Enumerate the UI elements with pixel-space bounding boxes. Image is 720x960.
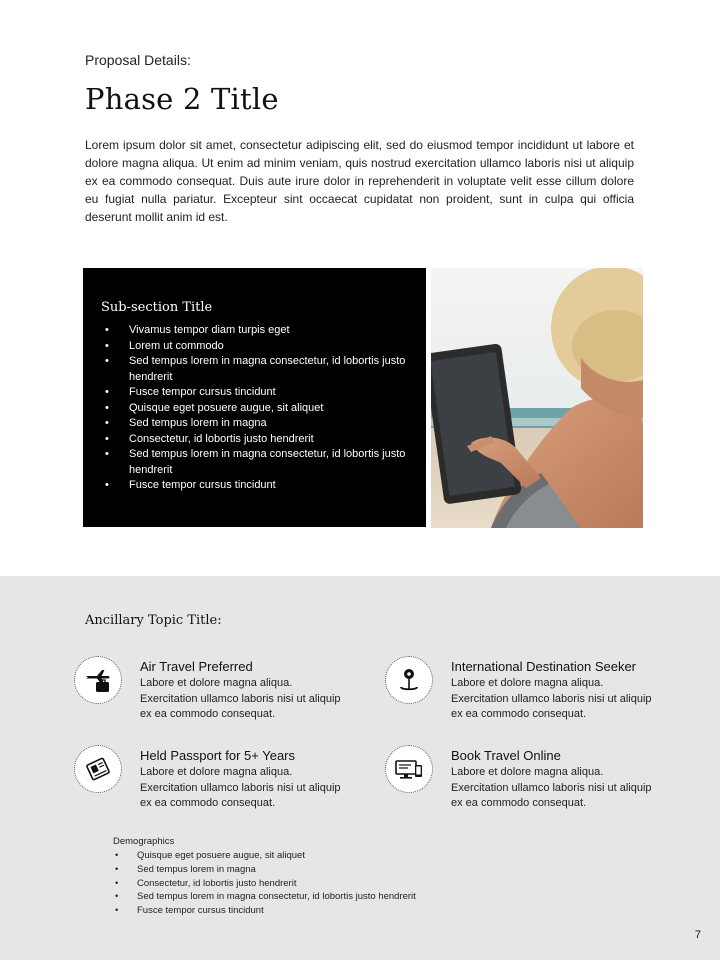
demographics-list [113, 849, 416, 918]
list-item: • Fusce tempor cursus tincidunt [137, 904, 416, 918]
list-item: • Fusce tempor cursus tincidunt [129, 478, 408, 494]
intro-paragraph: Lorem ipsum dolor sit amet, consectetur adipiscing elit, sed do eiusmod tempor incididunt ut labore et dolore magna aliqua. Ut enim ad minim veniam, quis nostrud exercitation ullamco laboris nisi ut aliquip ex ea commodo consequat. Duis aute irure dolor in reprehenderit in voluptate velit esse cillum dolore eu fugiat nulla pariatur. Excepteur sint occaecat cupidatat non proident, sunt in culpa qui officia deserunt mollit anim id est. [85, 138, 634, 224]
list-item: • Sed tempus lorem in magna [137, 863, 416, 877]
feature-description: Labore et dolore magna aliqua. Exercitation ullamco laboris nisi ut aliquip ex ea commodo consequat. [140, 677, 341, 720]
list-item: • Quisque eget posuere augue, sit aliquet [137, 849, 416, 863]
subsection-list [101, 323, 408, 494]
list-item: • Sed tempus lorem in magna consectetur, id lobortis justo hendrerit [129, 354, 408, 385]
proposal-label: Proposal Details: [85, 52, 191, 68]
feature-description: Labore et dolore magna aliqua. Exercitation ullamco laboris nisi ut aliquip ex ea commodo consequat. [451, 677, 652, 720]
list-item: • Consectetur, id lobortis justo hendrerit [129, 432, 408, 448]
feature-description: Labore et dolore magna aliqua. Exercitation ullamco laboris nisi ut aliquip ex ea commodo consequat. [451, 766, 652, 809]
subsection-title: Sub-section Title [101, 300, 213, 315]
devices-icon [385, 745, 433, 793]
demographics-title: Demographics [113, 836, 175, 847]
passport-icon [74, 745, 122, 793]
airplane-luggage-icon [74, 656, 122, 704]
list-item: • Vivamus tempor diam turpis eget [129, 323, 408, 339]
subsection-box [83, 268, 426, 527]
list-item: • Sed tempus lorem in magna consectetur, id lobortis justo hendrerit [137, 890, 416, 904]
list-item: • Sed tempus lorem in magna [129, 416, 408, 432]
ancillary-title: Ancillary Topic Title: [85, 613, 222, 628]
page-title: Phase 2 Title [85, 82, 279, 116]
list-item: • Lorem ut commodo [129, 339, 408, 355]
demographics-block [113, 836, 416, 918]
list-item: • Sed tempus lorem in magna consectetur, id lobortis justo hendrerit [129, 447, 408, 478]
page-number: 7 [694, 929, 701, 941]
list-item: • Consectetur, id lobortis justo hendrerit [137, 877, 416, 891]
feature-description: Labore et dolore magna aliqua. Exercitation ullamco laboris nisi ut aliquip ex ea commodo consequat. [140, 766, 341, 809]
feature-title: Air Travel Preferred [140, 659, 253, 674]
map-pin-icon [385, 656, 433, 704]
beach-tablet-photo [431, 268, 643, 528]
list-item: • Quisque eget posuere augue, sit aliquet [129, 401, 408, 417]
list-item: • Fusce tempor cursus tincidunt [129, 385, 408, 401]
feature-title: Held Passport for 5+ Years [140, 748, 296, 763]
feature-title: International Destination Seeker [451, 659, 637, 674]
feature-title: Book Travel Online [451, 748, 561, 763]
